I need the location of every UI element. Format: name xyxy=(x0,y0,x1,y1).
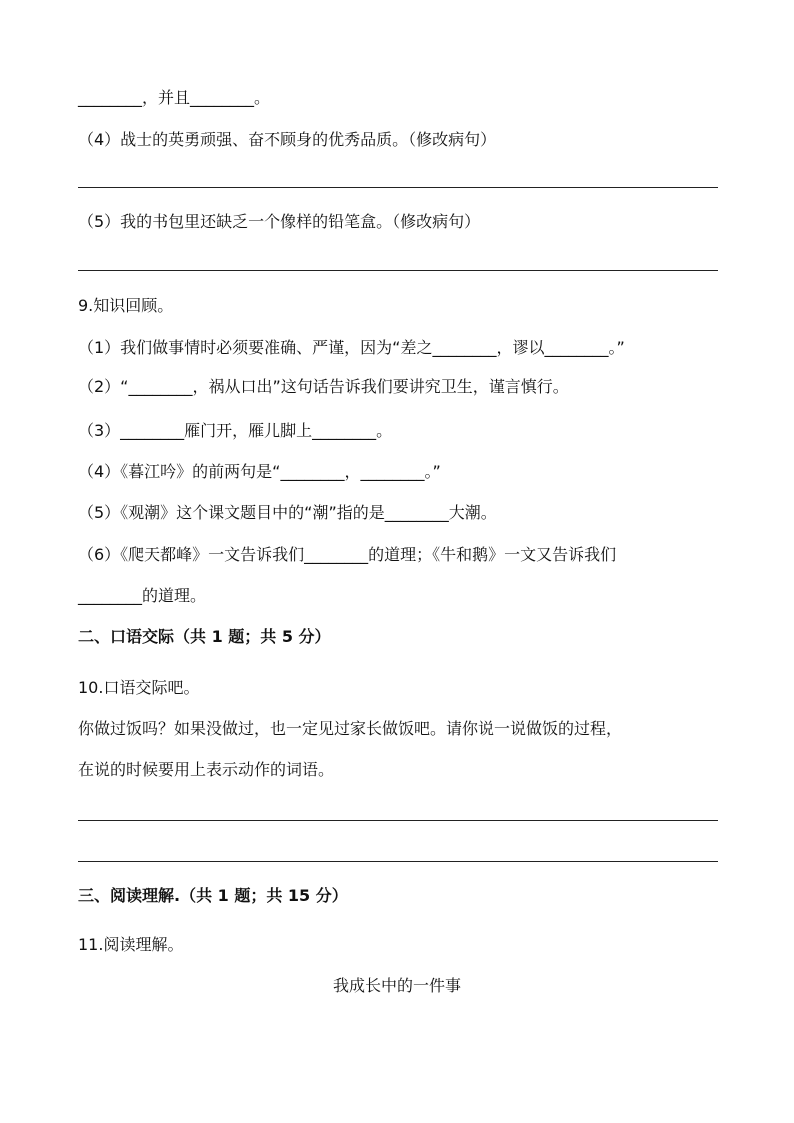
q9-item-6-cont: ________的道理。 xyxy=(78,586,207,605)
section-2-heading: 二、口语交际（共 1 题；共 5 分） xyxy=(78,627,331,646)
q8-item-5: （5）我的书包里还缺乏一个像样的铅笔盒。（修改病句） xyxy=(78,212,481,231)
q11-title: 11.阅读理解。 xyxy=(78,935,184,954)
passage-title: 我成长中的一件事 xyxy=(332,976,461,995)
q10-title: 10.口语交际吧。 xyxy=(78,678,200,697)
q8-line3-tail: ________，并且________。 xyxy=(78,88,271,107)
section-3-heading: 三、阅读理解.（共 1 题；共 15 分） xyxy=(78,886,348,905)
q9-title: 9.知识回顾。 xyxy=(78,296,174,315)
q9-item-5: （5）《观潮》这个课文题目中的“潮”指的是________大潮。 xyxy=(78,503,497,522)
q9-item-3: （3）________雁门开，雁儿脚上________。 xyxy=(78,421,393,440)
answer-line xyxy=(78,270,718,271)
answer-line xyxy=(78,861,718,862)
q9-item-2: （2）“________，祸从口出”这句话告诉我们要讲究卫生，谨言慎行。 xyxy=(78,377,569,396)
q9-item-6: （6）《爬天都峰》一文告诉我们________的道理；《牛和鹅》一文又告诉我们 xyxy=(78,545,617,564)
q8-item-4: （4）战士的英勇顽强、奋不顾身的优秀品质。（修改病句） xyxy=(78,130,497,149)
answer-line xyxy=(78,820,718,821)
q9-item-1: （1）我们做事情时必须要准确、严谨，因为“差之________，谬以________。” xyxy=(78,338,625,357)
q10-prompt-line-2: 在说的时候要用上表示动作的词语。 xyxy=(78,760,335,779)
q9-item-4: （4）《暮江吟》的前两句是“________，________。” xyxy=(78,462,441,481)
answer-line xyxy=(78,187,718,188)
q10-prompt-line-1: 你做过饭吗？如果没做过，也一定见过家长做饭吧。请你说一说做饭的过程， xyxy=(78,719,623,738)
